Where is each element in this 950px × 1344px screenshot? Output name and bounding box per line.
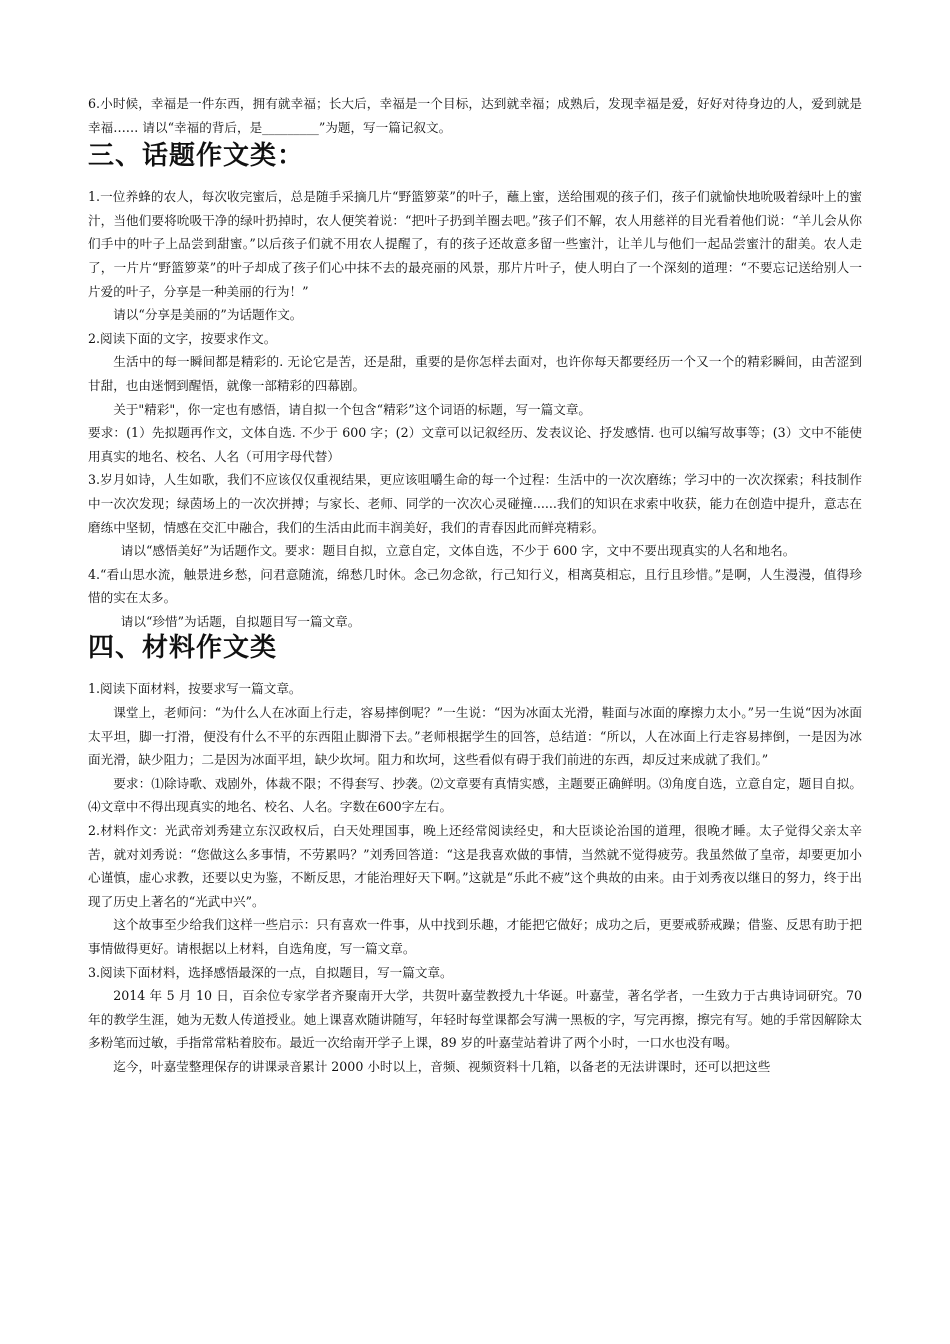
material-prompt-2-instruction: 这个故事至少给我们这样一些启示：只有喜欢一件事，从中找到乐趣，才能把它做好；成功之后，更要戒骄戒躁；借鉴、反思有助于把事情做得更好。请根据以上材料，自选角度，写一篇文章。 — [88, 917, 862, 956]
topic-prompt-2-intro: 2.阅读下面的文字，按要求作文。 — [88, 330, 277, 346]
material-prompt-3-intro: 3.阅读下面材料，选择感悟最深的一点，自拟题目，写一篇文章。 — [88, 964, 453, 980]
material-prompt-1-intro: 1.阅读下面材料，按要求写一篇文章。 — [88, 681, 302, 697]
topic-prompt-1-instruction: 请以“分享是美丽的”为话题作文。 — [113, 307, 303, 323]
topic-prompt-4-material: 4.“看山思水流，触景进乡愁，问君意随流，绵愁几时休。念己勿念欲，行己知行义，相离莫相忘，且行且珍惜。”是啊，人生漫漫，值得珍惜的实在太多。 — [88, 566, 862, 606]
topic-prompt-4-instruction: 请以“珍惜”为话题，自拟题目写一篇文章。 — [120, 613, 361, 629]
material-prompt-1-material: 课堂上，老师问：“为什么人在冰面上行走，容易摔倒呢？”一生说：“因为冰面太光滑，鞋面与冰面的摩擦力太小。”另一生说“因为冰面太平坦，脚一打滑，便没有什么不平的东西阻止脚滑下去。”老师根据学生的回答，总结道：“所以，人在冰面上行走容易摔倒，一是因为冰面光滑，缺少阻力；二是因为冰面平坦，缺少坎坷。阻力和坎坷，这些看似有碍于我们前进的东西，却反过来成就了我们。” — [88, 705, 862, 768]
topic-prompt-3-material: 3.岁月如诗，人生如歌，我们不应该仅仅重视结果，更应该咀嚼生命的每一个过程：生活中的一次次磨练；学习中的一次次探索；科技制作中一次次发现；绿茵场上的一次次拼搏；与家长、老师、同学的一次次心灵碰撞......我们的知识在求索中收获，能力在创造中提升，意志在磨练中坚韧，情感在交汇中融合，我们的生活由此而丰润美好，我们的青春因此而鲜亮精彩。 — [88, 472, 862, 535]
material-prompt-3-material: 2014 年 5 月 10 日，百余位专家学者齐聚南开大学，共贺叶嘉莹教授九十华诞。叶嘉莹，著名学者，一生致力于古典诗词研究。70 年的教学生涯，她为无数人传道授业。她上课喜欢随讲随写，年轻时每堂课都会写满一黑板的字，写完再擦，擦完有写。她的手常因解除太多粉笔而过敏，手指常常粘着胶布。最近一次给南开学子上课，89 岁的叶嘉莹站着讲了两个小时，一口水也没有喝。 — [88, 988, 862, 1051]
topic-prompt-2-instruction: 关于"精彩"，你一定也有感悟，请自拟一个包含“精彩”这个词语的标题，写一篇文章。 — [113, 401, 592, 417]
topic-prompt-3-instruction: 请以“感悟美好”为话题作文。要求：题目自拟，立意自定，文体自选，不少于 600 字，文中不要出现真实的人名和地名。 — [120, 543, 796, 559]
material-prompt-1-requirements: 要求：⑴除诗歌、戏剧外，体裁不限；不得套写、抄袭。⑵文章要有真情实感，主题要正确鲜明。⑶角度自选，立意自定，题目自拟。⑷文章中不得出现真实的地名、校名、人名。字数在600字左右。 — [88, 775, 862, 815]
material-prompt-3-continued: 迄今，叶嘉莹整理保存的讲课录音累计 2000 小时以上，音频、视频资料十几箱，以备老的无法讲课时，还可以把这些 — [113, 1058, 771, 1074]
document-page — [88, 92, 862, 1079]
section-heading-material-essays: 四、材料作文类 — [88, 633, 278, 664]
essay-prompt-6: 6.小时候，幸福是一件东西，拥有就幸福；长大后，幸福是一个目标，达到就幸福；成熟后，发现幸福是爱，好好对待身边的人，爱到就是幸福…… 请以“幸福的背后，是_________”为题，写一篇记叙文。 — [88, 96, 862, 135]
material-prompt-2-material: 2.材料作文：光武帝刘秀建立东汉政权后，白天处理国事，晚上还经常阅读经史，和大臣谈论治国的道理，很晚才睡。太子觉得父亲太辛苦，就对刘秀说：“您做这么多事情，不劳累吗？”刘秀回答道：“这是我喜欢做的事情，当然就不觉得疲劳。我虽然做了皇帝，却要更加小心谨慎，虚心求教，还要以史为鉴，不断反思，才能治理好天下啊。”这就是“乐此不疲”这个典故的由来。由于刘秀夜以继日的努力，终于出现了历史上著名的“光武中兴”。 — [88, 823, 862, 909]
topic-prompt-2-requirements: 要求：(1）先拟题再作文，文体自选. 不少于 600 字；(2）文章可以记叙经历、发表议论、抒发感情. 也可以编写故事等；(3）文中不能使用真实的地名、校名、人名（可用字母代替） — [88, 425, 862, 464]
section-heading-topic-essays: 三、话题作文类： — [88, 141, 305, 172]
topic-prompt-2-material: 生活中的每一瞬间都是精彩的. 无论它是苦，还是甜，重要的是你怎样去面对，也许你每天都要经历一个又一个的精彩瞬间，由苦涩到甘甜，也由迷惘到醒悟，就像一部精彩的四幕剧。 — [88, 354, 862, 393]
topic-prompt-1-material: 1.一位养蜂的农人，每次收完蜜后，总是随手采摘几片“野篮箩菜”的叶子，蘸上蜜，送给围观的孩子们，孩子们就愉快地吮吸着绿叶上的蜜汁，当他们要将吮吸干净的绿叶扔掉时，农人便笑着说：“把叶子扔到羊圈去吧。”孩子们不解，农人用慈祥的目光看着他们说：“羊儿会从你们手中的叶子上品尝到甜蜜。”以后孩子们就不用农人提醒了，有的孩子还故意多留一些蜜汁，让羊儿与他们一起品尝蜜汁的甜美。农人走了，一片片“野篮箩菜”的叶子却成了孩子们心中抹不去的最亮丽的风景，那片片叶子，使人明白了一个深刻的道理：“不要忘记送给别人一片爱的叶子，分享是一种美丽的行为！” — [88, 189, 862, 299]
